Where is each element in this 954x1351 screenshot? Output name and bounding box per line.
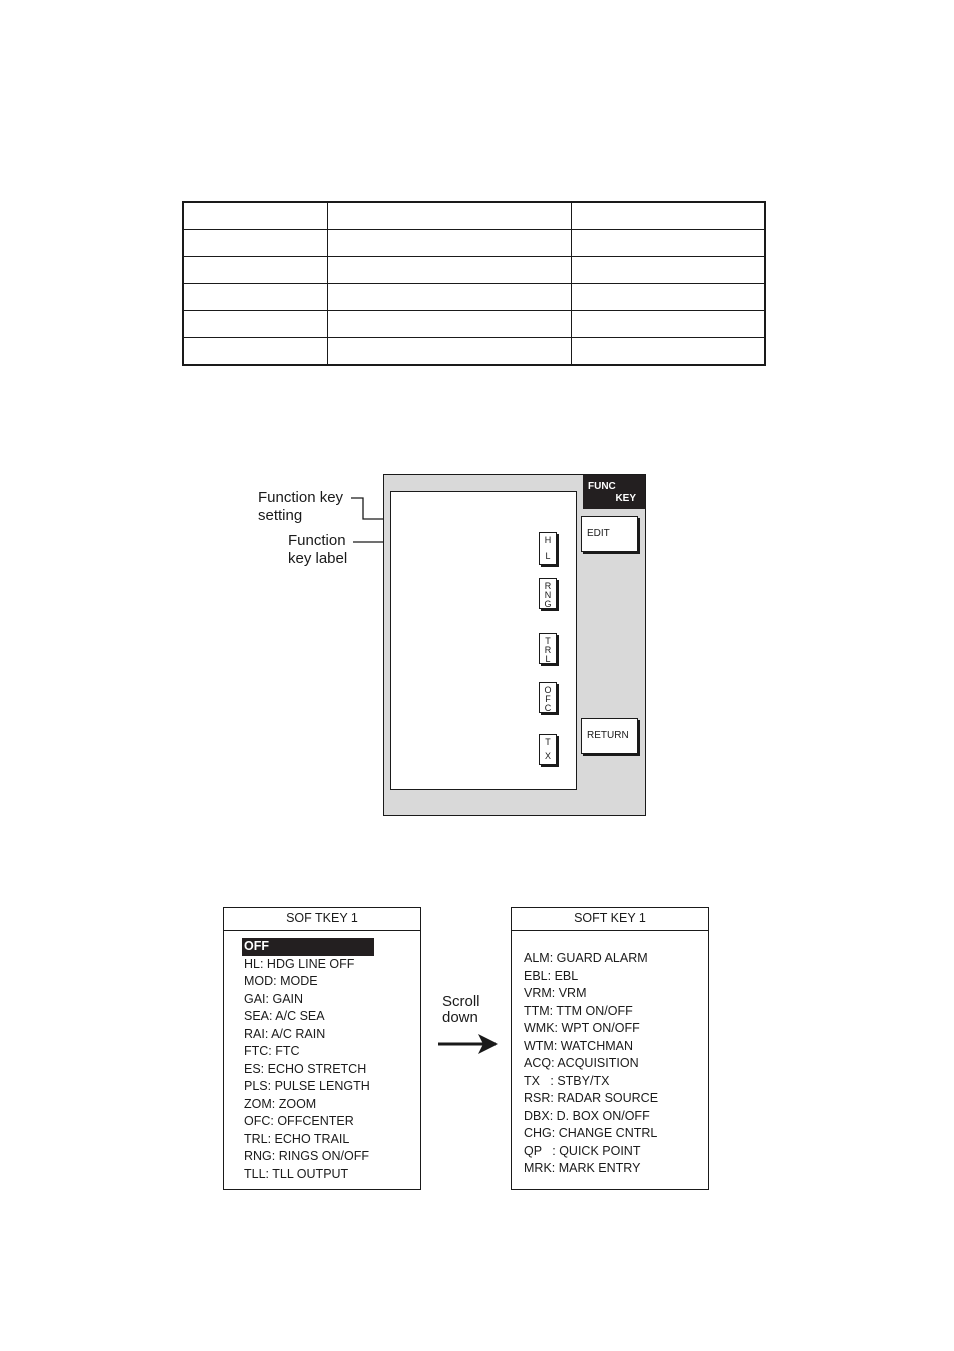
menu-title-line1: FUNC bbox=[588, 481, 616, 492]
callout-function-key-label bbox=[288, 532, 347, 568]
menu-item[interactable]: ES: ECHO STRETCH bbox=[244, 1061, 367, 1076]
menu-item[interactable]: FTC: FTC bbox=[244, 1044, 300, 1058]
softkey-menu-right bbox=[511, 907, 709, 1190]
table-cell bbox=[572, 230, 766, 257]
key-letter: N bbox=[544, 590, 552, 600]
table-cell bbox=[328, 230, 572, 257]
key-letter: F bbox=[545, 694, 551, 704]
menu-item[interactable]: RAI: A/C RAIN bbox=[244, 1026, 326, 1041]
key-letter: T bbox=[545, 737, 551, 747]
key-letter: C bbox=[544, 703, 552, 713]
function-key-label-tx[interactable] bbox=[539, 734, 557, 765]
menu-item[interactable]: EBL: EBL bbox=[524, 968, 579, 983]
table-cell bbox=[183, 202, 328, 230]
menu-item-list bbox=[244, 938, 374, 1183]
table-cell bbox=[183, 311, 328, 338]
menu-item[interactable]: WTM: WATCHMAN bbox=[524, 1038, 634, 1053]
callout-text: key label bbox=[288, 550, 348, 567]
menu-item[interactable]: PLS: PULSE LENGTH bbox=[244, 1079, 370, 1093]
table-cell bbox=[183, 257, 328, 284]
callout-text: Function bbox=[288, 532, 346, 549]
table-cell bbox=[572, 338, 766, 366]
menu-item[interactable]: CHG: CHANGE CNTRL bbox=[524, 1126, 658, 1140]
menu-header: SOF TKEY 1 bbox=[224, 908, 420, 931]
table-cell bbox=[572, 202, 766, 230]
menu-item[interactable]: SEA: A/C SEA bbox=[244, 1009, 325, 1023]
return-button-label: RETURN bbox=[587, 730, 629, 741]
table-row bbox=[183, 311, 765, 338]
table-cell bbox=[328, 338, 572, 366]
menu-item[interactable]: TRL: ECHO TRAIL bbox=[244, 1131, 350, 1146]
table-cell bbox=[328, 257, 572, 284]
callout-text: setting bbox=[258, 507, 303, 524]
return-button[interactable] bbox=[581, 718, 638, 754]
softkey-menu-left bbox=[223, 907, 421, 1190]
table-row bbox=[183, 284, 765, 311]
menu-title-line2: KEY bbox=[615, 493, 636, 504]
scroll-down-label bbox=[442, 994, 480, 1026]
menu-item[interactable]: TX : STBY/TX bbox=[524, 1073, 610, 1088]
scroll-text-line: down bbox=[442, 1009, 478, 1026]
menu-item[interactable]: ALM: GUARD ALARM bbox=[524, 951, 648, 965]
menu-item[interactable]: MOD: MODE bbox=[244, 974, 318, 988]
key-letter: G bbox=[544, 599, 552, 609]
menu-item[interactable]: WMK: WPT ON/OFF bbox=[524, 1021, 640, 1035]
function-key-label-rng[interactable] bbox=[539, 578, 557, 609]
func-key-screen bbox=[383, 474, 646, 816]
key-letter: R bbox=[544, 645, 552, 655]
table-cell bbox=[572, 311, 766, 338]
menu-item[interactable]: RSR: RADAR SOURCE bbox=[524, 1091, 659, 1105]
key-letter: L bbox=[545, 654, 551, 664]
table-cell bbox=[328, 284, 572, 311]
callout-function-key-setting bbox=[258, 489, 343, 525]
table-row bbox=[183, 257, 765, 284]
table-cell bbox=[183, 230, 328, 257]
key-letter: X bbox=[544, 751, 551, 761]
menu-item[interactable]: VRM: VRM bbox=[524, 986, 587, 1000]
table-cell bbox=[572, 257, 766, 284]
menu-item[interactable]: DBX: D. BOX ON/OFF bbox=[524, 1108, 650, 1123]
table-row bbox=[183, 338, 765, 366]
function-key-label-trl[interactable] bbox=[539, 633, 557, 664]
menu-item[interactable]: RNG: RINGS ON/OFF bbox=[244, 1149, 369, 1163]
menu-item[interactable]: MRK: MARK ENTRY bbox=[524, 1161, 641, 1175]
function-key-panel bbox=[390, 491, 577, 790]
menu-item-selected[interactable]: OFF bbox=[242, 938, 374, 956]
key-letter: R bbox=[544, 581, 552, 591]
menu-title bbox=[583, 475, 645, 509]
menu-item[interactable]: ACQ: ACQUISITION bbox=[524, 1056, 639, 1070]
edit-button-label: EDIT bbox=[587, 528, 610, 539]
table-row bbox=[183, 230, 765, 257]
menu-item[interactable]: OFC: OFFCENTER bbox=[244, 1114, 354, 1128]
table-cell bbox=[183, 338, 328, 366]
menu-item[interactable]: GAI: GAIN bbox=[244, 991, 304, 1006]
key-letter: O bbox=[544, 685, 552, 695]
menu-header: SOFT KEY 1 bbox=[512, 908, 708, 931]
function-key-label-hl[interactable] bbox=[539, 532, 557, 565]
key-letter: T bbox=[545, 636, 551, 646]
callout-text: Function key bbox=[258, 489, 344, 506]
menu-item[interactable]: HL: HDG LINE OFF bbox=[244, 956, 355, 971]
table-cell bbox=[183, 284, 328, 311]
function-key-label-ofc[interactable] bbox=[539, 682, 557, 713]
table-cell bbox=[328, 202, 572, 230]
table-row bbox=[183, 202, 765, 230]
menu-item[interactable]: ZOM: ZOOM bbox=[244, 1096, 317, 1111]
menu-item-list bbox=[524, 950, 658, 1178]
menu-item[interactable]: QP : QUICK POINT bbox=[524, 1143, 641, 1158]
menu-item[interactable]: TTM: TTM ON/OFF bbox=[524, 1003, 633, 1018]
edit-button[interactable] bbox=[581, 516, 638, 552]
blank-table bbox=[182, 201, 766, 366]
table-cell bbox=[328, 311, 572, 338]
menu-item[interactable]: TLL: TLL OUTPUT bbox=[244, 1166, 349, 1181]
table-cell bbox=[572, 284, 766, 311]
key-letter: H bbox=[544, 535, 552, 545]
key-letter: L bbox=[545, 551, 551, 561]
scroll-text-line: Scroll bbox=[442, 993, 480, 1010]
